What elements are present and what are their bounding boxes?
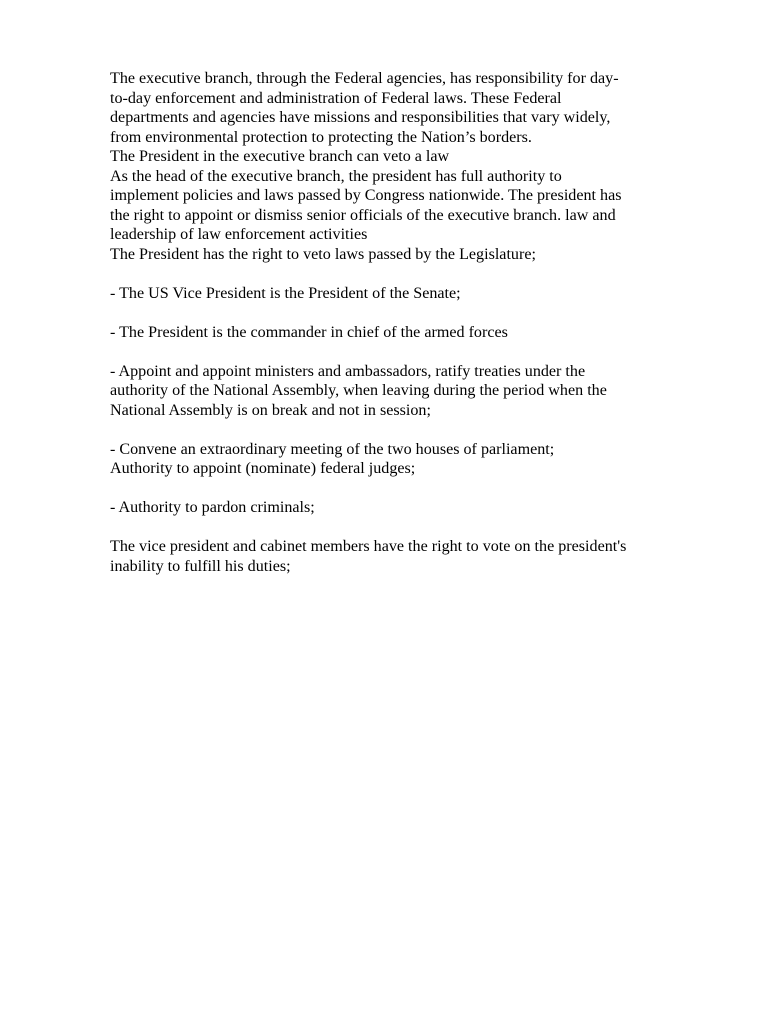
list-item-convene-meeting: - Convene an extraordinary meeting of the two houses of parliament; [110, 440, 555, 458]
list-item-pardon: - Authority to pardon criminals; [110, 499, 315, 516]
paragraph-veto-legislature: The President has the right to veto laws passed by the Legislature; [110, 245, 536, 263]
list-item-vice-president-senate: - The US Vice President is the President of the Senate; [110, 284, 461, 302]
paragraph-president-veto: The President in the executive branch can veto a law [110, 148, 450, 165]
paragraph-head-of-executive: As the head of the executive branch, the president has full authority to implement policies and laws passed by Congress nationwide. The president has the right to appoint or dismiss senior officials of the executive branch. law and leadership of law enforcement activities [110, 167, 622, 243]
list-item-commander-in-chief: - The President is the commander in chief of the armed forces [110, 323, 508, 341]
list-item-appoint-ministers: - Appoint and appoint ministers and ambassadors, ratify treaties under the authority of the National Assembly, when leaving during the period when the National Assembly is on break and not in session; [110, 362, 607, 419]
paragraph-vice-president-vote: The vice president and cabinet members have the right to vote on the president's inability to fulfill his duties; [110, 538, 627, 575]
paragraph-appoint-judges: Authority to appoint (nominate) federal judges; [110, 460, 416, 477]
document-body [110, 69, 702, 576]
paragraph-executive-branch-agencies: The executive branch, through the Federal agencies, has responsibility for day- to-day enforcement and administration of Federal laws. These Federal departments and agencies have missions and responsibilities that vary widely, from environmental protection to protecting the Nation’s borders. [110, 70, 619, 146]
